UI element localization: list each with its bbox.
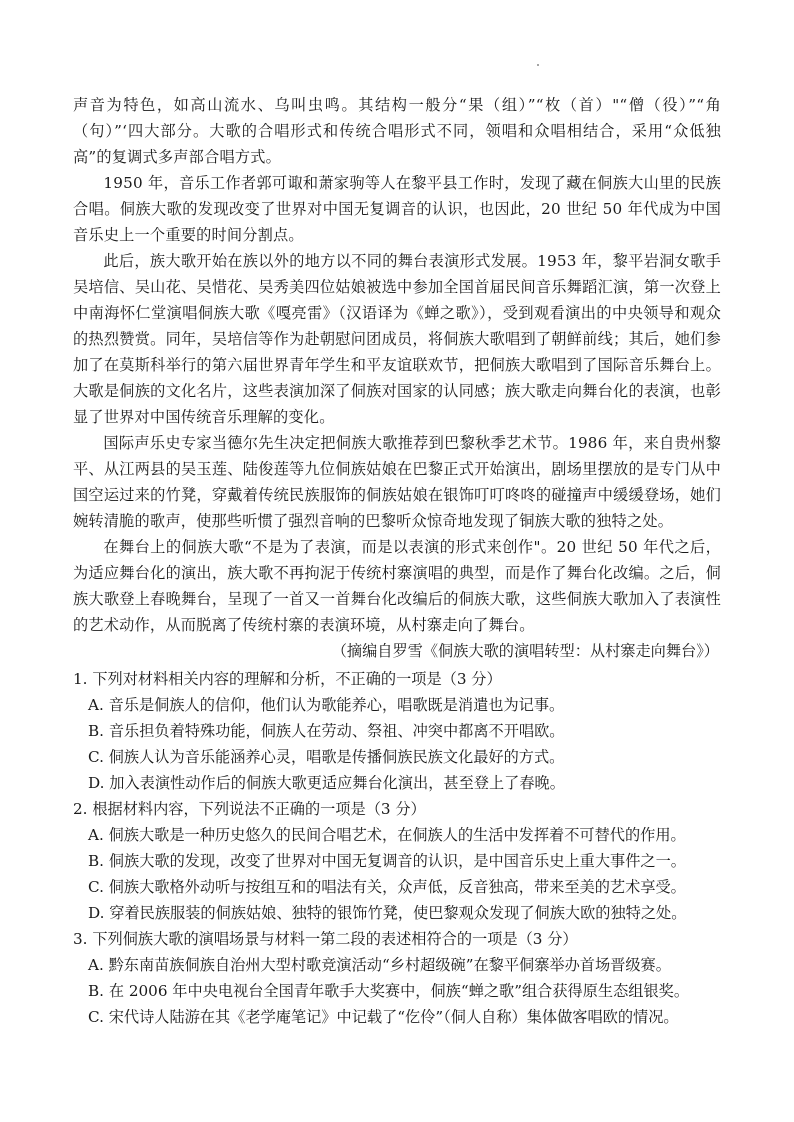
option-c: C. 侗族人认为音乐能涵养心灵，唱歌是传播侗族民族文化最好的方式。 [88,748,565,766]
question-stem: 2. 根据材料内容，下列说法不正确的一项是（3 分） [73,800,426,818]
question-1 [73,666,721,796]
option-b: B. 音乐担负着特殊功能，侗族人在劳动、祭祖、冲突中都离不开唱欧。 [88,722,565,740]
question-stem: 1. 下列对材料相关内容的理解和分析，不正确的一项是（3 分） [73,670,502,688]
document-page [73,92,721,1030]
option-a: A. 黔东南苗族侗族自治州大型村歌竞演活动“乡村超级碗”在黎平侗寨举办首场晋级赛。 [88,956,671,974]
question-stem: 3. 下列侗族大歌的演唱场景与材料一第二段的表述相符合的一项是（3 分） [73,930,578,948]
paragraph-2: 1950 年，音乐工作者郭可诹和萧家驹等人在黎平县工作时，发现了藏在侗族大山里的民族合唱。侗族大歌的发现改变了世界对中国无复调音的认识，也因此，20 世纪 50 年代成为中国音乐史上一个重要的时间分割点。 [73,174,721,244]
paragraph-1: 声音为特色，如高山流水、乌叫虫鸣。其结构一般分“果（组）”“枚（首）"“僧（役）”“角（句）”‘四大部分。大歌的合唱形式和传统合唱形式不同，领唱和众唱相结合，采用“众低独高”的复调式多声部合唱方式。 [73,96,721,166]
option-b: B. 侗族大歌的发现，改变了世界对中国无复调音的认识，是中国音乐史上重大事件之一。 [88,852,686,870]
option-a: A. 音乐是侗族人的信仰，他们认为歌能养心，唱歌既是消遣也为记事。 [88,696,565,714]
paragraph-5: 在舞台上的侗族大歌“不是为了表演，而是以表演的形式来创作"。20 世纪 50 年代之后，为适应舞台化的演出，族大歌不再拘泥于传统村寨演唱的典型，而是作了舞台化改编。之后，侗族大歌登上春晚舞台，呈现了一首又一首舞台化改编后的侗族大歌，这些侗族大歌加入了表演性的艺术动作，从而脱离了传统村寨的表演环境，从村寨走向了舞台。 [73,538,721,634]
paragraph-4: 国际声乐史专家当德尔先生决定把侗族大歌推荐到巴黎秋季艺术节。1986 年，来自贵州黎平、从江两县的吴玉莲、陆俊莲等九位侗族姑娘在巴黎正式开始演出，剧场里摆放的是专门从中国空运过来的竹凳，穿戴着传统民族服饰的侗族姑娘在银饰叮叮咚咚的碰撞声中缓缓登场，她们婉转清脆的歌声，使那些听惯了强烈音响的巴黎听众惊奇地发现了铜族大歌的独特之处。 [73,434,721,530]
option-a: A. 侗族大歌是一种历史悠久的民间合唱艺术，在侗族人的生活中发挥着不可替代的作用。 [88,826,686,844]
option-b: B. 在 2006 年中央电视台全国青年歌手大奖赛中，侗族“蝉之歌”组合获得原生态组银奖。 [88,982,690,1000]
question-3 [73,926,721,1030]
question-2 [73,796,721,926]
option-d: D. 穿着民族服装的侗族姑娘、独特的银饰竹凳，使巴黎观众发现了侗族大欧的独特之处。 [88,904,687,922]
option-c: C. 宋代诗人陆游在其《老学庵笔记》中记载了“仡伶”（侗人自称）集体做客唱欧的情况。 [88,1008,679,1026]
source-citation: （摘编自罗雪《侗族大歌的演唱转型：从村寨走向舞台》） [331,642,719,660]
option-c: C. 侗族大歌格外动听与按组互和的唱法有关，众声低，反音独高，带来至美的艺术享受。 [88,878,686,896]
paragraph-3: 此后，族大歌开始在族以外的地方以不同的舞台表演形式发展。1953 年，黎平岩洞女歌手吴培信、吴山花、吴惜花、吴秀美四位姑娘被选中参加全国首届民间音乐舞蹈汇演，第一次登上中南海怀仁堂演唱侗族大歌《嘎亮雷》（汉语译为《蝉之歌》），受到观看演出的中央领导和观众的热烈赞赏。同年，吴培信等作为赴朝慰问团成员，将侗族大歌唱到了朝鲜前线；其后，她们参加了在莫斯科举行的第六届世界青年学生和平友谊联欢节，把侗族大歌唱到了国际音乐舞台上。大歌是侗族的文化名片，这些表演加深了侗族对国家的认同感；族大歌走向舞台化的表演，也彰显了世界对中国传统音乐理解的变化。 [73,252,721,426]
scan-speck [537,64,539,66]
option-d: D. 加入表演性动作后的侗族大歌更适应舞台化演出，甚至登上了春晚。 [88,774,565,792]
